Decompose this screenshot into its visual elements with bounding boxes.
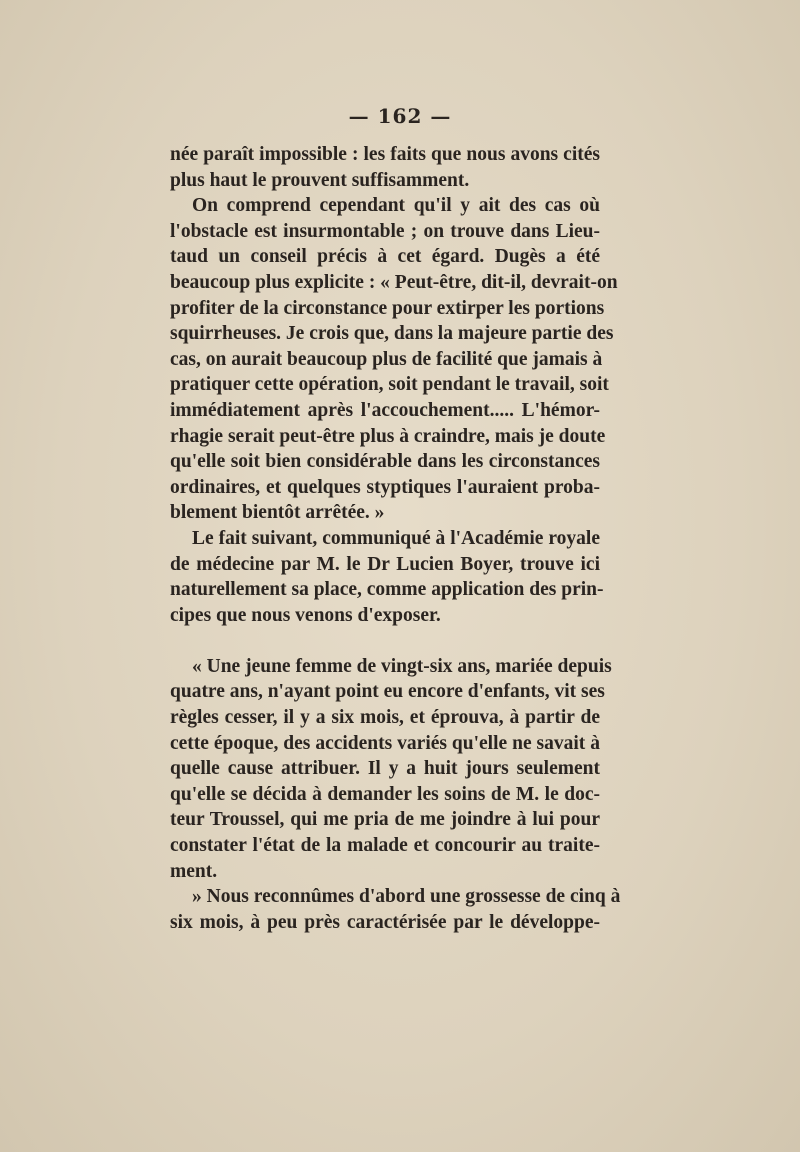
text-line: » Nous reconnûmes d'abord une grossesse de cinq à <box>192 886 621 908</box>
text-line: « Une jeune femme de vingt-six ans, mariée depuis <box>192 655 612 677</box>
text-line: qu'elle se décida à demander les soins de M. le doc- <box>170 783 600 805</box>
text-line: née paraît impossible : les faits que nous avons cités <box>170 144 600 165</box>
text-line: On comprend cependant qu'il y ait des cas où <box>192 195 600 217</box>
text-line: naturellement sa place, comme application des prin- <box>170 579 604 601</box>
text-line: de médecine par M. le Dr Lucien Boyer, trouve ici <box>170 553 600 575</box>
text-line: cette époque, des accidents variés qu'elle ne savait à <box>170 732 600 754</box>
text-line: profiter de la circonstance pour extirper les portions <box>170 297 605 319</box>
text-line: constater l'état de la malade et concourir au traite- <box>170 835 600 857</box>
text-line: cas, on aurait beaucoup plus de facilité que jamais à <box>170 348 603 370</box>
text-line: quatre ans, n'ayant point eu encore d'enfants, vit ses <box>170 681 605 703</box>
text-line: ordinaires, et quelques styptiques l'auraient proba- <box>170 476 600 498</box>
text-line: Le fait suivant, communiqué à l'Académie royale <box>192 527 600 549</box>
text-line: règles cesser, il y a six mois, et éprouva, à partir de <box>170 707 600 729</box>
text-line: squirrheuses. Je crois que, dans la majeure partie des <box>170 323 614 345</box>
paragraph-gap <box>170 628 600 654</box>
paragraph-diagnosis <box>170 884 621 935</box>
text-line: pratiquer cette opération, soit pendant le travail, soit <box>170 374 609 396</box>
text-line: plus haut le prouvent suffisamment. <box>170 169 470 191</box>
text-line: six mois, à peu près caractérisée par le développe- <box>170 911 600 933</box>
text-line: ment. <box>170 860 218 882</box>
text-line: beaucoup plus explicite : « Peut-être, dit-il, devrait-on <box>170 271 618 293</box>
text-line: taud un conseil précis à cet égard. Dugès a été <box>170 246 600 268</box>
paragraph-continued <box>170 142 600 193</box>
text-line: rhagie serait peut-être plus à craindre, mais je doute <box>170 425 606 447</box>
text-line: teur Troussel, qui me pria de me joindre à lui pour <box>170 809 600 831</box>
body-text <box>170 142 621 935</box>
page-number: — 162 — <box>348 104 452 128</box>
text-line: l'obstacle est insurmontable ; on trouve dans Lieu- <box>170 220 600 242</box>
text-line: immédiatement après l'accouchement..... L'hémor- <box>170 399 600 421</box>
text-line: cipes que nous venons d'exposer. <box>170 604 441 626</box>
paragraph-duges <box>170 193 618 526</box>
text-line: blement bientôt arrêtée. » <box>170 502 385 524</box>
text-line: quelle cause attribuer. Il y a huit jours seulement <box>170 758 600 780</box>
paragraph-case <box>170 654 612 884</box>
paragraph-boyer <box>170 526 604 628</box>
text-line: qu'elle soit bien considérable dans les circonstances <box>170 451 600 473</box>
